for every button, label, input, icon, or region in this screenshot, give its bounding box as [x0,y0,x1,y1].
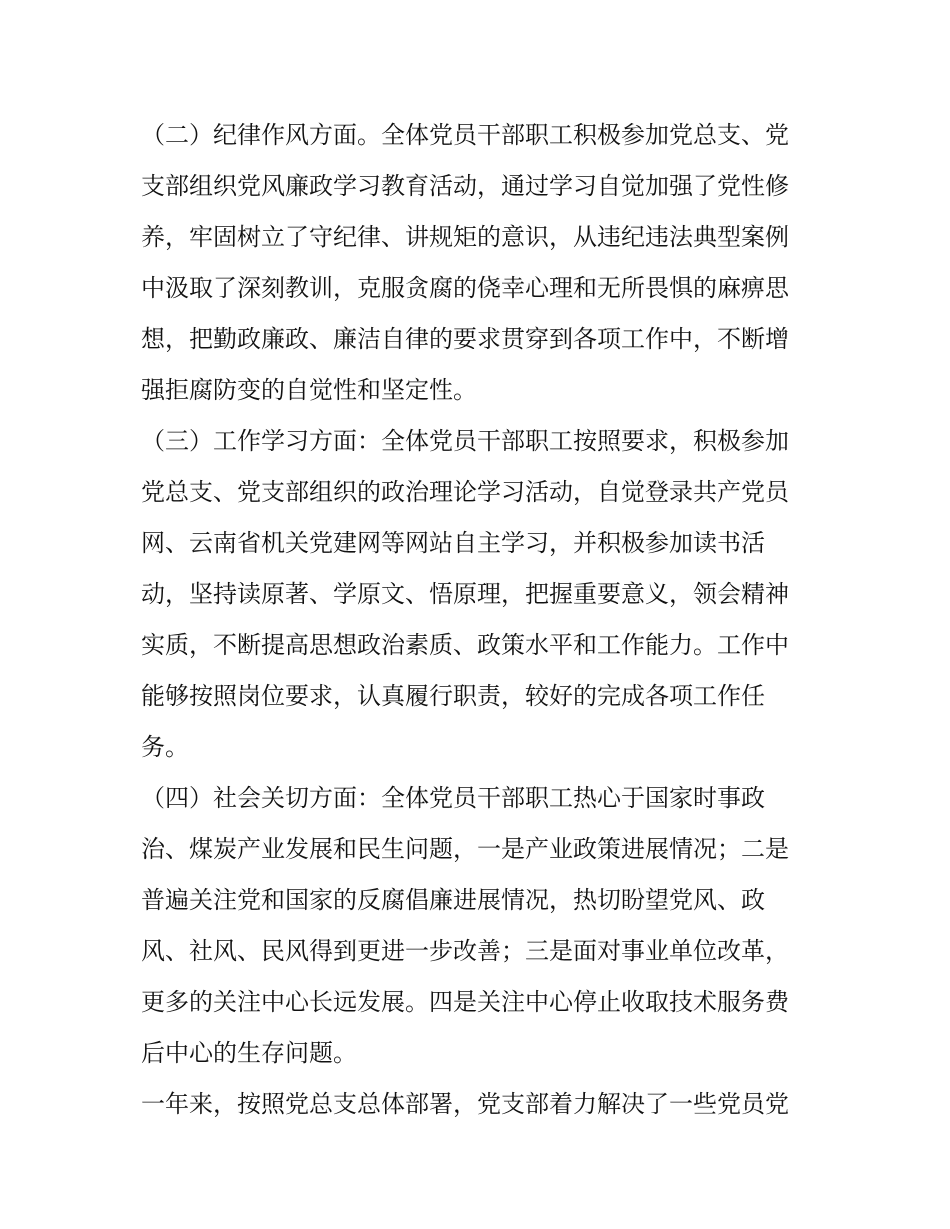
paragraph-line: 想，把勤政廉政、廉洁自律的要求贯穿到各项工作中，不断增 [141,325,789,353]
paragraph [141,110,821,416]
paragraph-line: 更多的关注中心长远发展。四是关注中心停止收取技术服务费 [141,988,789,1016]
paragraph-line: （三）工作学习方面：全体党员干部职工按照要求，积极参加 [141,427,789,455]
paragraph [141,1079,821,1130]
document-body [141,110,821,1130]
paragraph-line: 后中心的生存问题。 [141,1039,357,1067]
paragraph-line: 强拒腐防变的自觉性和坚定性。 [141,376,477,404]
paragraph-line: 治、煤炭产业发展和民生问题，一是产业政策进展情况；二是 [141,835,789,863]
paragraph [141,773,821,1079]
paragraph-line: 中汲取了深刻教训，克服贪腐的侥幸心理和无所畏惧的麻痹思 [141,274,789,302]
paragraph-line: 党总支、党支部组织的政治理论学习活动，自觉登录共产党员 [141,478,789,506]
paragraph-line: 务。 [141,733,189,761]
paragraph-line: 动，坚持读原著、学原文、悟原理，把握重要意义，领会精神 [141,580,789,608]
paragraph-line: （二）纪律作风方面。全体党员干部职工积极参加党总支、党 [141,121,789,149]
paragraph-line: 实质，不断提高思想政治素质、政策水平和工作能力。工作中 [141,631,789,659]
paragraph-line: （四）社会关切方面：全体党员干部职工热心于国家时事政 [141,784,765,812]
paragraph-line: 养，牢固树立了守纪律、讲规矩的意识，从违纪违法典型案例 [141,223,789,251]
paragraph-line: 能够按照岗位要求，认真履行职责，较好的完成各项工作任 [141,682,765,710]
paragraph-line: 风、社风、民风得到更进一步改善；三是面对事业单位改革， [141,937,789,965]
paragraph-line: 普遍关注党和国家的反腐倡廉进展情况，热切盼望党风、政 [141,886,765,914]
paragraph [141,416,821,773]
paragraph-line: 网、云南省机关党建网等网站自主学习，并积极参加读书活 [141,529,765,557]
paragraph-line: 一年来，按照党总支总体部署，党支部着力解决了一些党员党 [141,1090,789,1118]
paragraph-line: 支部组织党风廉政学习教育活动，通过学习自觉加强了党性修 [141,172,789,200]
